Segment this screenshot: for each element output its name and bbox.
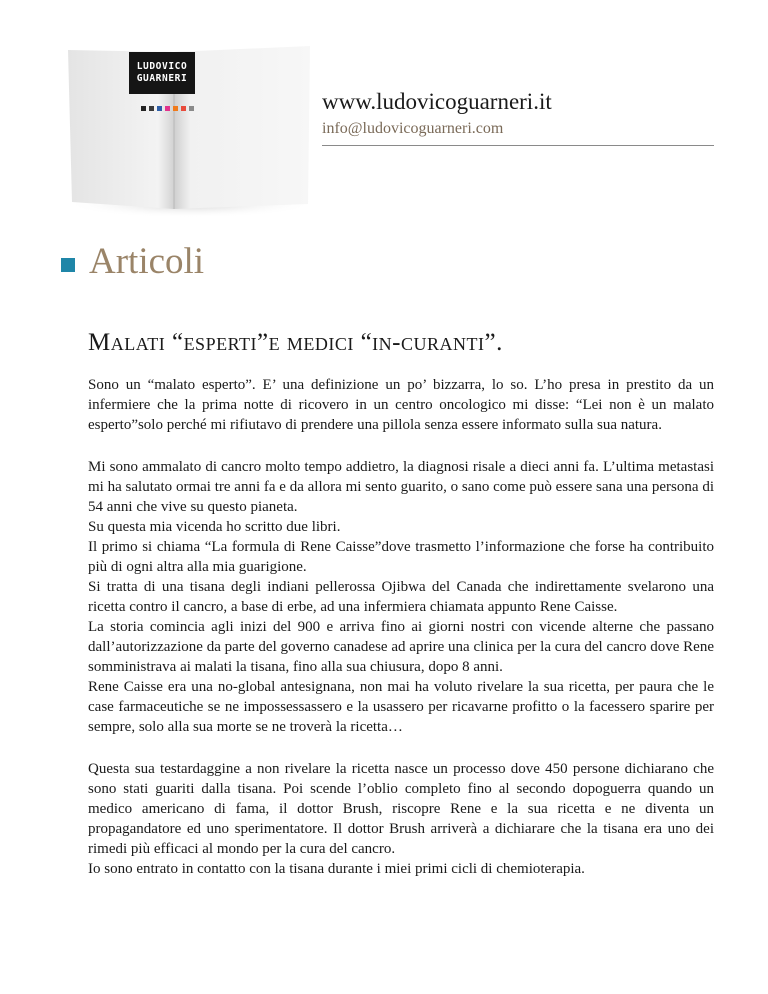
swatch: [181, 106, 186, 111]
swatch: [173, 106, 178, 111]
website-link[interactable]: www.ludovicoguarneri.it: [322, 89, 552, 114]
color-swatches: [141, 106, 194, 111]
article-paragraph: Si tratta di una tisana degli indiani pellerossa Ojibwa del Canada che indirettamente svelarono una ricetta contro il cancro, a base di erbe, ad una infermiera chiamata appunto Rene Caisse.: [88, 579, 714, 615]
article-paragraph: Il primo si chiama “La formula di Rene Caisse”dove trasmetto l’informazione che forse ha contribuito più di ogni altra alla mia guarigione.: [88, 539, 714, 575]
article-paragraph: Mi sono ammalato di cancro molto tempo addietro, la diagnosi risale a dieci anni fa. L’ultima metastasi mi ha salutato ormai tre anni fa e da allora mi sento guarito, o sano come può essere sana una persona di 54 anni che vive su questo pianeta.: [88, 459, 714, 515]
section-heading: [61, 240, 204, 284]
article-body: [88, 375, 714, 879]
article-paragraph: Sono un “malato esperto”. E’ una definizione un po’ bizzarra, lo so. L’ho presa in prestito da un infermiere che la prima notte di ricovero in un centro oncologico mi disse: “Lei non è un malato esperto”solo perché mi rifiutavo di prendere una pillola senza essere informato sulla sua natura.: [88, 377, 714, 433]
email-link[interactable]: info@ludovicoguarneri.com: [322, 120, 504, 137]
logo-line-1: LUDOVICO: [136, 61, 188, 72]
swatch: [189, 106, 194, 111]
paragraph-gap: [88, 435, 714, 457]
header-divider: [322, 145, 714, 146]
site-info: [322, 88, 714, 146]
article-paragraph: Io sono entrato in contatto con la tisana durante i miei primi cicli di chemioterapia.: [88, 861, 585, 877]
article-paragraph: Questa sua testardaggine a non rivelare la ricetta nasce un processo dove 450 persone dichiarano che sono stati guariti dalla tisana. Poi scende l’oblio completo fino al secondo dopoguerra quando un medico americano di fama, il dottor Brush, riscopre Rene e la sua ricetta e ne diventa un propagandatore ed uno sperimentatore. Il dottor Brush arriverà a dichiarare che la tisana era uno dei rimedi più efficaci al mondo per la cura del cancro.: [88, 761, 714, 857]
logo-line-2: GUARNERI: [136, 73, 188, 84]
article-title: Malati “esperti”e medici “in-curanti”.: [88, 329, 503, 356]
article: [88, 328, 714, 879]
article-paragraph: La storia comincia agli inizi del 900 e arriva fino ai giorni nostri con vicende alterne che passano dall’autorizzazione da parte del governo canadese ad aprire una clinica per la cura del cancro dove Rene somministrava ai malati la tisana, fino alla sua chiusura, dopo 8 anni.: [88, 619, 714, 675]
swatch: [165, 106, 170, 111]
swatch: [141, 106, 146, 111]
swatch: [157, 106, 162, 111]
swatch: [149, 106, 154, 111]
logo: [129, 52, 195, 94]
article-paragraph: Rene Caisse era una no-global antesignana, non mai ha voluto rivelare la sua ricetta, per paura che le case farmaceutiche se ne impossessassero e la usassero per ricavarne profitto o la facessero sparire per sempre, solo alla sua morte se ne troverà la ricetta…: [88, 679, 714, 735]
square-bullet-icon: [61, 258, 75, 272]
paragraph-gap: [88, 737, 714, 759]
article-paragraph: Su questa mia vicenda ho scritto due libri.: [88, 519, 341, 535]
section-title: Articoli: [89, 241, 205, 282]
